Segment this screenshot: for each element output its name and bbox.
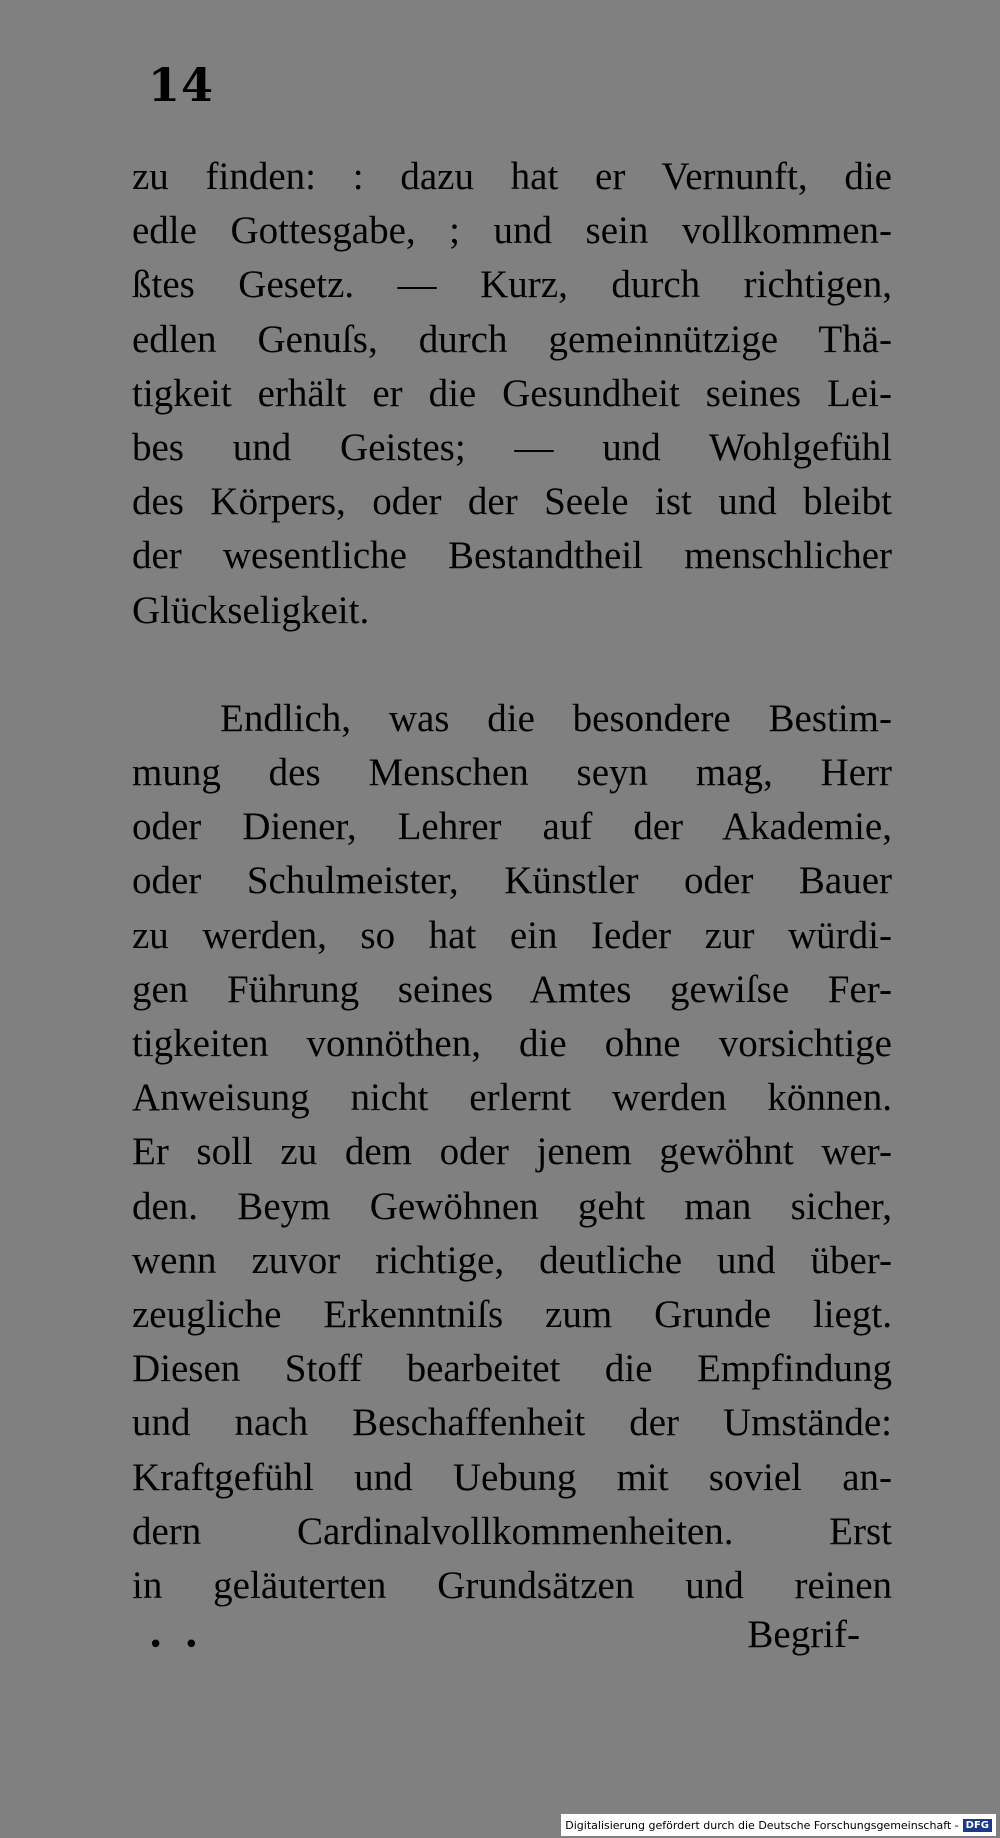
dfg-logo-icon: DFG xyxy=(963,1819,992,1832)
text-line: tigkeit erhält er die Gesundheit seines Lei- xyxy=(132,371,892,415)
text-line: edle Gottesgabe, ; und sein vollkommen- xyxy=(132,209,892,253)
text-line: Kraftgefühl und Uebung mit soviel an- xyxy=(132,1455,892,1499)
text-line: Endlich, was die besondere Bestim- xyxy=(220,696,892,740)
text-line: zu finden: : dazu hat er Vernunft, die xyxy=(132,155,892,198)
text-line: mung des Menschen seyn mag, Herr xyxy=(132,751,892,795)
page-number: 14 xyxy=(148,58,215,112)
text-line: Anweisung nicht erlernt werden können. xyxy=(132,1076,892,1120)
footer-text: Digitalisierung gefördert durch die Deutsche Forschungsgemeinschaft - xyxy=(565,1818,959,1832)
text-line: in geläuterten Grundsätzen und reinen xyxy=(132,1563,892,1607)
text-line: zeugliche Erkenntniſs zum Grunde liegt. xyxy=(132,1292,892,1336)
digitization-footer xyxy=(561,1814,996,1836)
text-line: Glückseligkeit. xyxy=(132,588,370,632)
text-line: gen Führung seines Amtes gewiſse Fer- xyxy=(132,967,892,1011)
text-line: wenn zuvor richtige, deutliche und über- xyxy=(132,1238,892,1282)
text-line: der wesentliche Bestandtheil menschlicher xyxy=(132,534,892,578)
body-text xyxy=(132,150,892,1613)
text-line: des Körpers, oder der Seele ist und bleibt xyxy=(132,480,892,524)
paragraph-gap xyxy=(132,638,892,692)
text-line: und nach Beschaffenheit der Umstände: xyxy=(132,1401,892,1445)
text-line: Diesen Stoff bearbeitet die Empfindung xyxy=(132,1347,892,1391)
text-line: zu werden, so hat ein Ieder zur würdi- xyxy=(132,913,892,957)
text-line: Er soll zu dem oder jenem gewöhnt wer- xyxy=(132,1130,892,1174)
text-line: tigkeiten vonnöthen, die ohne vorsichtige xyxy=(132,1022,892,1065)
text-line: edlen Genuſs, durch gemeinnützige Thä- xyxy=(132,317,892,361)
catchword: Begrif- xyxy=(747,1613,860,1656)
text-line: oder Diener, Lehrer auf der Akademie, xyxy=(132,805,892,849)
text-line: bes und Geistes; — und Wohlgefühl xyxy=(132,425,892,469)
text-line: oder Schulmeister, Künstler oder Bauer xyxy=(132,859,892,903)
ornament-dots: • • xyxy=(148,1630,205,1660)
text-line: den. Beym Gewöhnen geht man sicher, xyxy=(132,1184,892,1228)
text-line: ßtes Gesetz. — Kurz, durch richtigen, xyxy=(132,263,892,307)
text-line: dern Cardinalvollkommenheiten. Erst xyxy=(132,1509,892,1553)
